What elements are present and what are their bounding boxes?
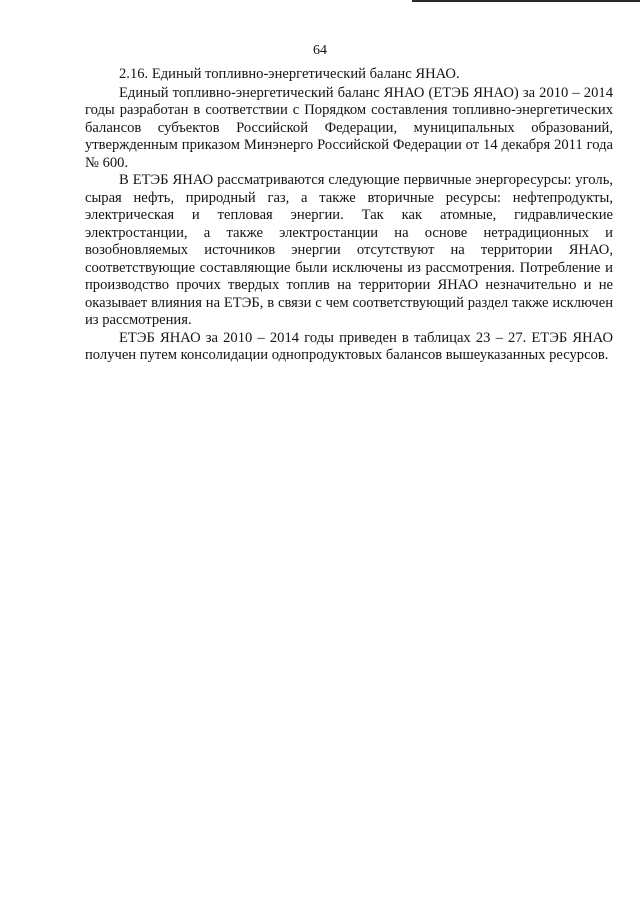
paragraph-etb-definition: Единый топливно-энергетический баланс ЯНАО (ЕТЭБ ЯНАО) за 2010 – 2014 годы разработан в соответствии с Порядком составления топливно-энергетических балансов субъектов Российской Федерации, муниципальных образований, утвержденным приказом Минэнерго Российской Федерации от 14 декабря 2011 года № 600. xyxy=(85,84,613,171)
paragraph-tables-reference: ЕТЭБ ЯНАО за 2010 – 2014 годы приведен в таблицах 23 – 27. ЕТЭБ ЯНАО получен путем консолидации однопродуктовых балансов вышеуказанных ресурсов. xyxy=(85,329,613,363)
section-heading: 2.16. Единый топливно-энергетический баланс ЯНАО. xyxy=(119,66,460,82)
page-number: 64 xyxy=(313,43,327,58)
document-body xyxy=(85,66,613,365)
header-rule xyxy=(412,0,640,2)
paragraph-energy-resources: В ЕТЭБ ЯНАО рассматриваются следующие первичные энергоресурсы: уголь, сырая нефть, природный газ, а также вторичные ресурсы: нефтепродукты, электрическая и тепловая энергии. Так как атомные, гидравлические электростанции, а также электростанции на основе нетрадиционных и возобновляемых источников энергии отсутствуют на территории ЯНАО, соответствующие составляющие были исключены из рассмотрения. Потребление и производство прочих твердых топлив на территории ЯНАО незначительно и не оказывает влияния на ЕТЭБ, в связи с чем соответствующий раздел также исключен из рассмотрения. xyxy=(85,172,613,328)
